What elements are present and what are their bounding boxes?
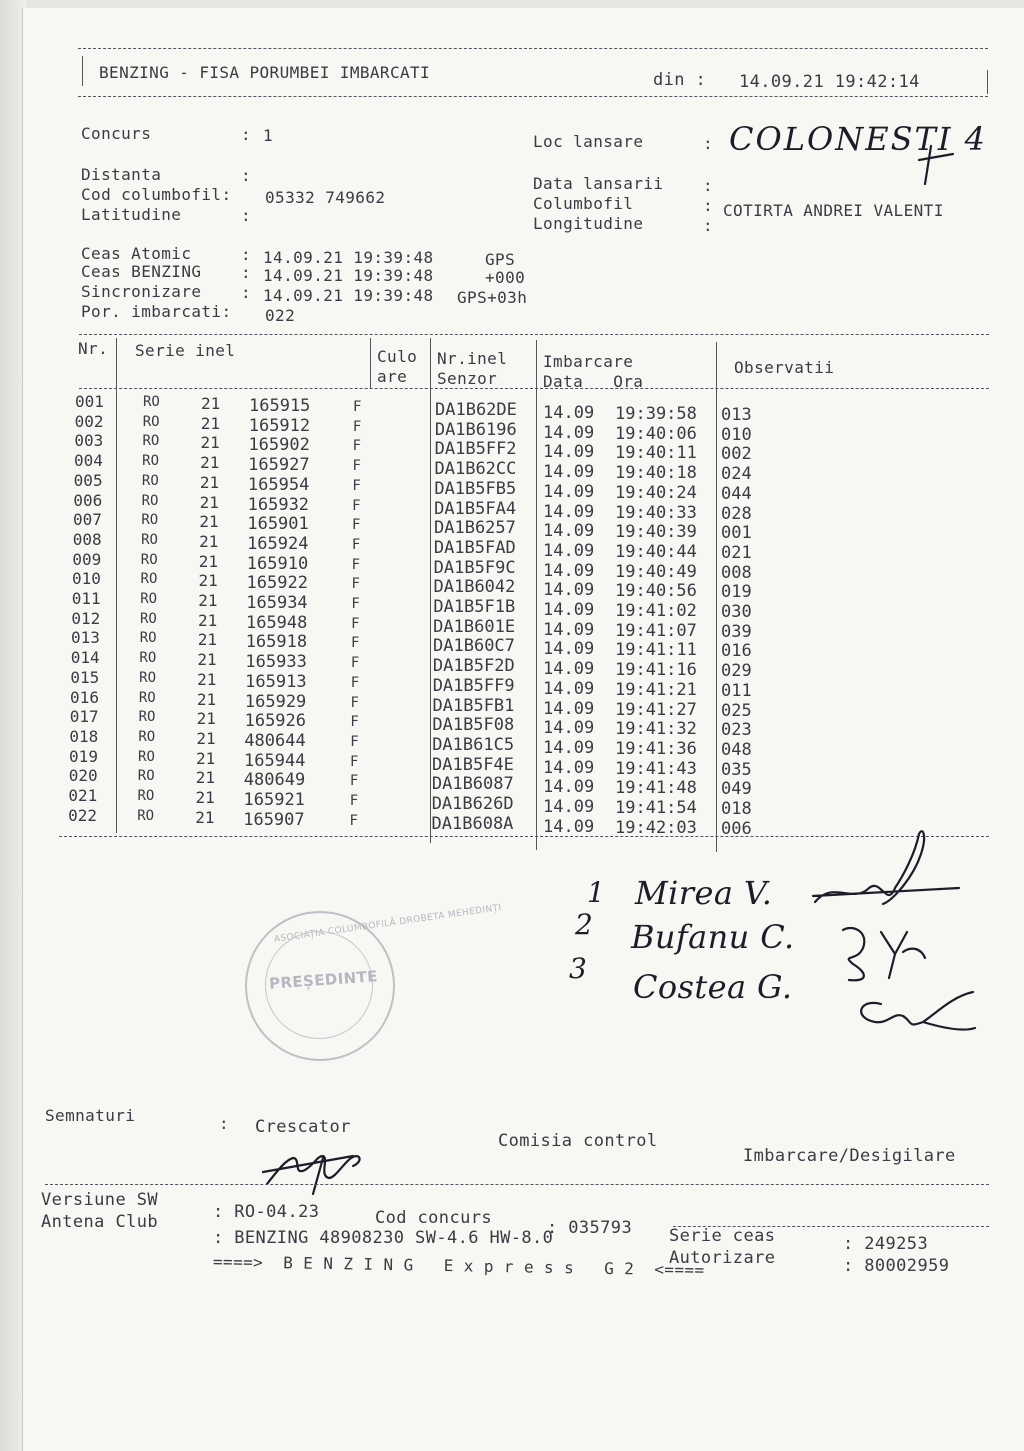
row-year: 21 xyxy=(199,512,219,532)
row-ring: 165926 xyxy=(244,711,307,732)
row-year: 21 xyxy=(198,591,218,610)
row-obs: 025 xyxy=(721,700,752,721)
row-date: 14.09 xyxy=(543,659,595,680)
clock-sep: : xyxy=(241,245,252,264)
row-senzor: DA1B5F08 xyxy=(432,715,515,736)
latitudine-sep: : xyxy=(241,206,252,225)
row-date: 14.09 xyxy=(543,422,595,443)
col-header-imbarcare-1: Imbarcare xyxy=(543,352,634,371)
row-senzor: DA1B5FB1 xyxy=(432,695,515,716)
semnaturi-sep: : xyxy=(219,1114,230,1133)
row-country: RO xyxy=(141,492,159,509)
row-year: 21 xyxy=(196,728,216,748)
row-country: RO xyxy=(137,768,155,785)
row-country: RO xyxy=(139,650,157,667)
autorizare-value: : 80002959 xyxy=(843,1256,950,1276)
row-time: 19:41:27 xyxy=(615,699,697,720)
row-country: RO xyxy=(140,551,158,568)
row-date: 14.09 xyxy=(543,481,595,502)
row-time: 19:40:49 xyxy=(615,561,697,582)
row-year: 21 xyxy=(200,453,220,473)
commission-name-1: Mirea V. xyxy=(635,874,773,912)
row-obs: 018 xyxy=(721,799,752,819)
columbofil-sep: : xyxy=(703,196,714,215)
row-time: 19:41:32 xyxy=(615,719,697,740)
row-senzor: DA1B5FA4 xyxy=(434,498,517,519)
row-sex: F xyxy=(350,714,359,731)
row-obs: 039 xyxy=(721,621,752,642)
row-time: 19:42:03 xyxy=(615,817,697,838)
row-nr: 009 xyxy=(72,549,102,569)
row-nr: 015 xyxy=(70,667,100,687)
row-nr: 014 xyxy=(70,648,100,668)
row-sex: F xyxy=(352,497,361,514)
row-time: 19:40:56 xyxy=(615,581,697,602)
boarding-sheet xyxy=(22,8,1024,1451)
row-senzor: DA1B5FB5 xyxy=(434,478,517,499)
row-ring: 165912 xyxy=(248,415,311,436)
row-ring: 165929 xyxy=(244,691,307,712)
row-sex: F xyxy=(351,536,361,553)
row-senzor: DA1B6257 xyxy=(434,518,516,539)
row-ring: 165932 xyxy=(247,494,310,515)
row-date: 14.09 xyxy=(543,600,595,620)
row-nr: 001 xyxy=(75,392,104,411)
commission-num-2: 2 xyxy=(575,908,594,941)
crescator-signature xyxy=(263,1156,360,1194)
row-nr: 004 xyxy=(74,451,103,471)
row-year: 21 xyxy=(196,709,216,729)
stamp-ring-text: ASOCIAȚIA COLUMBOFILĂ DROBETA MEHEDINȚI xyxy=(273,903,503,945)
clock-value: 14.09.21 19:39:48 xyxy=(263,266,434,285)
sheet-title: BENZING - FISA PORUMBEI IMBARCATI xyxy=(99,63,431,82)
row-country: RO xyxy=(139,630,157,647)
row-ring: 165918 xyxy=(245,632,308,653)
print-date-value: 14.09.21 19:42:14 xyxy=(739,72,920,92)
row-senzor: DA1B5FAD xyxy=(433,537,516,558)
row-country: RO xyxy=(138,689,156,706)
row-year: 21 xyxy=(200,413,220,433)
comisia-control-label: Comisia control xyxy=(498,1131,658,1151)
row-senzor: DA1B6196 xyxy=(434,419,517,440)
clock-label: Sincronizare xyxy=(81,282,202,301)
cod-concurs-value: : 035793 xyxy=(547,1218,633,1238)
row-nr: 022 xyxy=(68,805,97,825)
official-stamp xyxy=(245,903,503,1061)
row-ring: 480649 xyxy=(243,770,306,791)
row-nr: 007 xyxy=(73,510,102,530)
row-obs: 016 xyxy=(721,641,752,662)
row-nr: 018 xyxy=(69,726,99,746)
antena-club-label: Antena Club xyxy=(41,1212,158,1232)
row-time: 19:39:58 xyxy=(615,404,697,424)
row-time: 19:40:39 xyxy=(615,522,697,543)
row-country: RO xyxy=(139,610,157,627)
row-sex: F xyxy=(350,733,359,750)
cod-columbofil-value: 05332 749662 xyxy=(265,188,386,207)
row-senzor: DA1B5FF2 xyxy=(434,439,517,460)
row-obs: 049 xyxy=(721,779,752,800)
row-time: 19:41:36 xyxy=(615,738,697,759)
row-sex: F xyxy=(349,793,359,809)
clock-extra: +000 xyxy=(485,268,526,287)
row-date: 14.09 xyxy=(543,718,595,739)
clock-value: 14.09.21 19:39:48 xyxy=(263,286,434,305)
row-time: 19:40:11 xyxy=(615,443,697,464)
row-date: 14.09 xyxy=(543,580,595,601)
row-obs: 013 xyxy=(721,405,752,425)
row-date: 14.09 xyxy=(543,540,595,561)
clock-sep: : xyxy=(241,283,252,302)
row-country: RO xyxy=(142,433,160,450)
row-date: 14.09 xyxy=(543,501,595,522)
row-time: 19:41:16 xyxy=(615,660,697,681)
row-time: 19:40:44 xyxy=(615,541,697,562)
row-year: 21 xyxy=(198,551,219,571)
row-country: RO xyxy=(140,571,158,588)
row-sex: F xyxy=(352,438,362,455)
data-lansarii-label: Data lansarii xyxy=(533,174,664,193)
crescator-label: Crescator xyxy=(255,1117,351,1137)
row-date: 14.09 xyxy=(543,777,595,798)
col-header-imbarcare-2: Data Ora xyxy=(543,372,644,391)
row-year: 21 xyxy=(200,433,220,453)
row-year: 21 xyxy=(197,669,217,689)
concurs-label: Concurs xyxy=(81,124,152,143)
latitudine-label: Latitudine xyxy=(81,205,182,224)
row-year: 21 xyxy=(199,531,219,551)
row-country: RO xyxy=(138,709,156,726)
commission-name-3: Costea G. xyxy=(633,968,793,1006)
row-nr: 021 xyxy=(68,786,98,805)
row-time: 19:40:18 xyxy=(615,463,697,484)
row-ring: 165902 xyxy=(248,435,310,456)
row-sex: F xyxy=(351,576,360,593)
stamp-center-text: PREȘEDINTE xyxy=(268,967,379,993)
loc-lansare-sep: : xyxy=(703,134,714,153)
row-sex: F xyxy=(353,399,362,415)
row-obs: 035 xyxy=(721,759,752,780)
row-ring: 165910 xyxy=(246,553,309,574)
row-nr: 013 xyxy=(71,628,100,648)
row-ring: 165934 xyxy=(246,593,308,613)
row-senzor: DA1B6042 xyxy=(433,577,516,598)
row-country: RO xyxy=(141,531,158,548)
col-header-culoare-1: Culo xyxy=(377,347,418,366)
row-nr: 012 xyxy=(71,608,101,628)
benzing-express-banner: ====> B E N Z I N G E x p r e s s G 2 <==== xyxy=(212,1252,705,1280)
cod-columbofil-label: Cod columbofil: xyxy=(81,185,232,204)
clock-label: Ceas Atomic xyxy=(81,244,192,263)
row-nr: 005 xyxy=(73,470,103,490)
row-year: 21 xyxy=(195,768,216,788)
row-obs: 011 xyxy=(721,680,752,701)
row-sex: F xyxy=(349,812,358,829)
col-header-nr: Nr. xyxy=(78,339,109,358)
row-sex: F xyxy=(351,596,360,612)
commission-name-2: Bufanu C. xyxy=(631,918,795,956)
row-date: 14.09 xyxy=(543,698,595,719)
row-ring: 165907 xyxy=(243,809,305,830)
row-senzor: DA1B6087 xyxy=(431,774,514,795)
row-ring: 165933 xyxy=(245,652,307,673)
row-obs: 021 xyxy=(721,542,752,563)
cod-concurs-label: Cod concurs xyxy=(375,1208,492,1228)
footer-top-rule xyxy=(45,1184,989,1185)
row-nr: 008 xyxy=(72,529,102,549)
row-ring: 165927 xyxy=(248,455,310,476)
row-obs: 028 xyxy=(721,503,752,524)
row-country: RO xyxy=(137,788,155,804)
row-senzor: DA1B5F4E xyxy=(432,754,514,775)
row-obs: 044 xyxy=(721,483,752,504)
row-obs: 023 xyxy=(721,720,752,741)
print-date-label: din : xyxy=(653,70,707,90)
row-senzor: DA1B60C7 xyxy=(433,636,515,657)
semnaturi-label: Semnaturi xyxy=(45,1106,136,1125)
data-lansarii-sep: : xyxy=(703,176,714,195)
columbofil-label: Columbofil xyxy=(533,194,634,213)
row-nr: 016 xyxy=(70,687,99,707)
longitudine-sep: : xyxy=(703,216,714,235)
clock-extra: GPS+03h xyxy=(457,288,528,307)
row-country: RO xyxy=(142,453,160,470)
row-sex: F xyxy=(351,635,360,652)
row-nr: 020 xyxy=(68,766,98,786)
row-time: 19:41:21 xyxy=(615,679,697,700)
row-year: 21 xyxy=(197,610,218,630)
row-country: RO xyxy=(141,472,159,489)
row-obs: 048 xyxy=(721,739,752,760)
row-obs: 008 xyxy=(721,562,752,583)
row-nr: 017 xyxy=(69,707,99,727)
row-sex: F xyxy=(350,753,359,770)
row-ring: 165913 xyxy=(245,671,307,692)
concurs-value: 1 xyxy=(263,126,274,145)
clock-extra: GPS xyxy=(485,250,516,269)
row-senzor: DA1B5F2D xyxy=(432,656,515,677)
row-obs: 006 xyxy=(721,818,752,839)
row-time: 19:40:24 xyxy=(615,482,697,503)
row-ring: 165954 xyxy=(247,474,310,495)
row-country: RO xyxy=(140,591,158,607)
autorizare-label: Autorizare xyxy=(669,1248,776,1268)
col-header-observatii: Observatii xyxy=(734,358,835,377)
row-year: 21 xyxy=(197,650,217,670)
row-year: 21 xyxy=(199,472,220,492)
commission-signature-2 xyxy=(843,928,925,980)
row-country: RO xyxy=(142,413,160,430)
row-year: 21 xyxy=(196,689,217,709)
row-ring: 165924 xyxy=(247,533,309,554)
handwritten-mark-loc xyxy=(919,146,953,184)
row-year: 21 xyxy=(199,492,219,512)
row-country: RO xyxy=(139,669,156,686)
imbarcare-desigilare-label: Imbarcare/Desigilare xyxy=(743,1146,956,1166)
row-year: 21 xyxy=(198,571,218,591)
row-ring: 165944 xyxy=(244,750,306,771)
row-date: 14.09 xyxy=(543,678,595,699)
row-sex: F xyxy=(351,615,360,632)
serie-ceas-label: Serie ceas xyxy=(669,1226,776,1246)
row-sex: F xyxy=(350,694,359,711)
row-obs: 001 xyxy=(721,523,752,544)
serie-ceas-value: : 249253 xyxy=(843,1234,929,1254)
row-ring: 165922 xyxy=(246,573,308,594)
row-date: 14.09 xyxy=(543,521,595,542)
columbofil-value: COTIRTA ANDREI VALENTI xyxy=(723,201,944,220)
row-sex: F xyxy=(352,458,361,475)
row-senzor: DA1B62DE xyxy=(435,400,517,420)
row-nr: 011 xyxy=(71,589,101,608)
row-obs: 010 xyxy=(721,424,752,445)
row-obs: 029 xyxy=(721,661,752,682)
row-senzor: DA1B608A xyxy=(431,813,514,834)
row-country: RO xyxy=(141,512,159,529)
row-date: 14.09 xyxy=(543,816,595,837)
row-time: 19:41:11 xyxy=(615,640,697,661)
row-date: 14.09 xyxy=(543,403,595,423)
row-time: 19:41:07 xyxy=(615,620,697,641)
row-year: 21 xyxy=(201,394,221,413)
row-date: 14.09 xyxy=(543,737,595,758)
row-ring: 165921 xyxy=(243,790,305,810)
col-header-serie: Serie inel xyxy=(135,341,236,360)
row-senzor: DA1B61C5 xyxy=(432,734,515,755)
row-sex: F xyxy=(352,418,362,435)
commission-signature-1 xyxy=(813,831,959,904)
row-nr: 002 xyxy=(74,411,104,431)
clock-sep: : xyxy=(241,263,252,282)
row-senzor: DA1B601E xyxy=(433,616,516,637)
commission-num-3: 3 xyxy=(569,952,588,985)
clock-label: Ceas BENZING xyxy=(81,262,202,281)
versiune-sw-value: : RO-04.23 xyxy=(213,1202,320,1222)
row-senzor: DA1B62CC xyxy=(434,459,517,480)
row-date: 14.09 xyxy=(543,462,595,483)
row-obs: 019 xyxy=(721,582,752,603)
row-date: 14.09 xyxy=(543,619,595,640)
row-ring: 480644 xyxy=(244,730,306,751)
row-date: 14.09 xyxy=(543,757,595,778)
row-senzor: DA1B5FF9 xyxy=(432,675,515,696)
distanta-sep: : xyxy=(241,166,252,185)
row-year: 21 xyxy=(195,807,215,827)
row-nr: 010 xyxy=(72,569,101,589)
row-time: 19:40:33 xyxy=(615,502,697,523)
row-sex: F xyxy=(349,773,359,790)
row-ring: 165901 xyxy=(247,514,309,535)
commission-num-1: 1 xyxy=(587,876,606,909)
loc-lansare-handwritten: COLONESTI 4 xyxy=(729,120,987,158)
row-sex: F xyxy=(352,477,361,494)
row-time: 19:41:48 xyxy=(615,778,697,799)
row-obs: 030 xyxy=(721,602,752,622)
row-nr: 003 xyxy=(74,431,104,451)
row-date: 14.09 xyxy=(543,797,595,817)
row-year: 21 xyxy=(196,748,216,768)
clock-label: Por. imbarcati: xyxy=(81,302,232,321)
concurs-sep: : xyxy=(241,125,252,144)
row-country: RO xyxy=(138,748,155,765)
row-nr: 006 xyxy=(73,490,103,510)
row-country: RO xyxy=(143,394,160,410)
row-time: 19:40:06 xyxy=(615,423,697,444)
row-ring: 165915 xyxy=(249,396,311,416)
row-senzor: DA1B5F1B xyxy=(433,597,516,617)
versiune-sw-label: Versiune SW xyxy=(41,1190,158,1210)
row-year: 21 xyxy=(195,788,215,807)
row-senzor: DA1B626D xyxy=(431,794,514,814)
row-country: RO xyxy=(138,728,156,745)
clock-value: 14.09.21 19:39:48 xyxy=(263,248,434,267)
row-obs: 024 xyxy=(721,464,752,485)
row-country: RO xyxy=(137,807,155,824)
col-header-culoare-2: are xyxy=(377,367,408,386)
row-date: 14.09 xyxy=(543,442,595,463)
row-time: 19:41:54 xyxy=(615,798,697,818)
row-time: 19:41:02 xyxy=(615,601,697,621)
row-date: 14.09 xyxy=(543,639,595,660)
longitudine-label: Longitudine xyxy=(533,214,644,233)
row-nr: 019 xyxy=(69,746,98,766)
row-senzor: DA1B5F9C xyxy=(433,557,516,578)
col-header-senzor-1: Nr.inel xyxy=(437,349,508,368)
clock-value: 022 xyxy=(265,306,296,325)
row-sex: F xyxy=(350,674,360,691)
distanta-label: Distanta xyxy=(81,165,162,184)
row-year: 21 xyxy=(197,630,217,650)
commission-signature-3 xyxy=(861,992,975,1030)
row-sex: F xyxy=(352,517,361,534)
row-ring: 165948 xyxy=(245,612,308,633)
row-time: 19:41:43 xyxy=(615,758,697,779)
row-obs: 002 xyxy=(721,444,752,465)
row-sex: F xyxy=(350,655,360,672)
row-date: 14.09 xyxy=(543,560,595,581)
row-sex: F xyxy=(351,556,361,573)
antena-club-value: : BENZING 48908230 SW-4.6 HW-8.0 xyxy=(213,1228,554,1248)
col-header-senzor-2: Senzor xyxy=(437,369,498,388)
loc-lansare-label: Loc lansare xyxy=(533,132,644,151)
